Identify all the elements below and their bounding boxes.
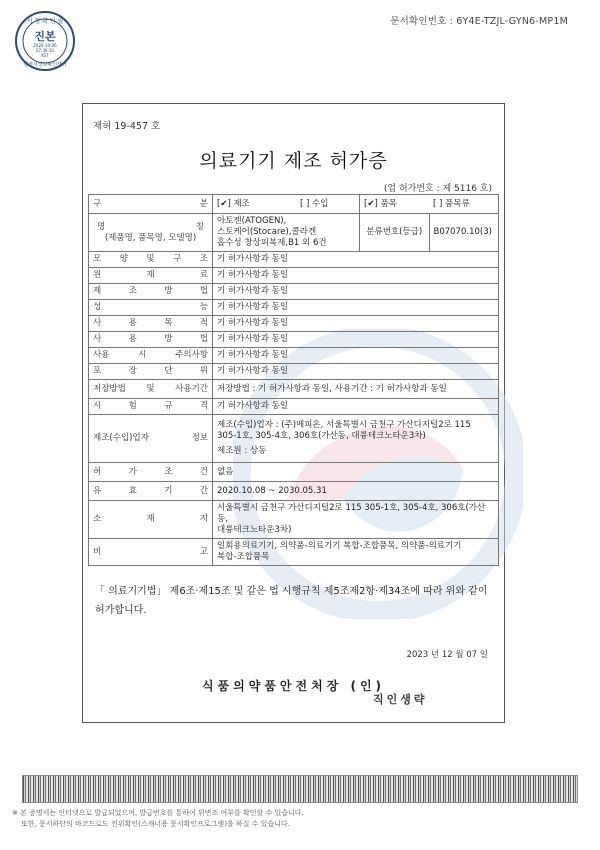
seal-omitted-text: 직인생략 [373, 693, 428, 706]
seal-ring-text: 시 청 확 인 필 [26, 18, 64, 25]
table-row-usage [89, 332, 499, 348]
table-row-validity [89, 482, 499, 501]
table-row-test [89, 399, 499, 415]
label-package: 포 장 단 위 [89, 364, 213, 380]
table-row-performance [89, 300, 499, 316]
product-name-value: 아토젠(ATOGEN), 스토케어(Stocare),콜라겐 흡수성 창상피복재,B1 외 6건 [213, 214, 360, 252]
seal-time: 07:36:10 [36, 48, 54, 53]
validity-value: 2020.10.08 ~ 2030.05.31 [213, 482, 499, 501]
location-value: 서울특별시 금천구 가산디지털2로 115 305-1호, 305-4호, 306호(가산동, 대륭테크노타운3차) [213, 501, 499, 539]
label-storage: 저장방법 및 사용기간 [89, 380, 213, 399]
label-name-line2: (제품명, 품목명, 모델명) [104, 232, 197, 243]
table-row-package [89, 364, 499, 380]
footer-line1: ※ 본 증명서는 인터넷으로 발급되었으며, 발급번호를 통하여 위변조 여부를 확인할 수 있습니다. [12, 809, 304, 817]
maker-line3: 제조원 : 상동 [217, 446, 267, 456]
manufacture-checkbox: [✔] 제조 [213, 195, 297, 214]
package-value: 기 허가사항과 동일 [213, 364, 499, 380]
table-row-name [89, 214, 499, 252]
maker-line2: 305-1호, 305-4호, 306호(가산동, 대륭테크노타운3차) [217, 431, 426, 441]
item-checkbox: [✔] 품목 [360, 195, 430, 214]
itemgroup-checkbox: [ ] 품목류 [429, 195, 499, 214]
table-row-remarks [89, 539, 499, 566]
issue-date: 2023 년 12 월 07 일 [406, 650, 488, 660]
label-location: 소 재 지 [89, 501, 213, 539]
permit-number: 제허 19-457 호 [93, 121, 161, 132]
footer-line2: 또한, 문서하단의 바코드로도 진위확인(스캐너용 문서확인프로그램)을 하실 수 있습니다. [21, 820, 290, 828]
label-maker: 제조(수입)업자 정보 [89, 415, 213, 463]
label-material: 원 재 료 [89, 268, 213, 284]
label-purpose: 사 용 목 적 [89, 316, 213, 332]
authenticity-seal-icon [14, 10, 76, 72]
performance-value: 기 허가사항과 동일 [213, 300, 499, 316]
label-method: 제 조 방 법 [89, 284, 213, 300]
table-row-condition [89, 463, 499, 482]
seal-code: KST [41, 53, 49, 58]
seal-org: 행정시정보확인센터 [23, 62, 67, 68]
label-condition: 허 가 조 건 [89, 463, 213, 482]
label-remarks: 비 고 [89, 539, 213, 566]
table-row-shape [89, 252, 499, 268]
label-validity: 유 효 기 간 [89, 482, 213, 501]
purpose-value: 기 허가사항과 동일 [213, 316, 499, 332]
permit-table [88, 194, 499, 566]
label-shape: 모 양 및 구 조 [89, 252, 213, 268]
table-row-caution [89, 348, 499, 364]
table-row-storage [89, 380, 499, 399]
label-caution: 사용 시 주의사항 [89, 348, 213, 364]
test-value: 기 허가사항과 동일 [213, 399, 499, 415]
seal-date: 2020-10-06 [33, 43, 57, 48]
table-row-purpose [89, 316, 499, 332]
material-value: 기 허가사항과 동일 [213, 268, 499, 284]
label-category: 구 분 [89, 195, 213, 214]
maker-line1: 제조(수입)업자 : (주)메피온, 서울특별시 금천구 가산디지털2로 115 [217, 420, 471, 430]
table-row-method [89, 284, 499, 300]
label-test: 시 험 규 격 [89, 399, 213, 415]
shape-value: 기 허가사항과 동일 [213, 252, 499, 268]
label-classification: 분류번호(등급) [360, 214, 430, 252]
storage-value: 저장방법 : 기 허가사항과 동일, 사용기간 : 기 허가사항과 동일 [213, 380, 499, 399]
classification-value: B07070.10(3) [429, 214, 499, 252]
label-name [89, 214, 213, 252]
label-usage: 사 용 방 법 [89, 332, 213, 348]
table-row-location [89, 501, 499, 539]
import-checkbox: [ ] 수입 [296, 195, 360, 214]
label-name-line1: 명 칭 [97, 221, 204, 232]
footer-notice [12, 808, 304, 830]
table-row-category [89, 195, 499, 214]
remarks-value: 일회용의료기기, 의약품-의료기기 복합-조합품목, 의약품-의료기기 복합-조합품목 [213, 539, 499, 566]
table-row-maker [89, 415, 499, 463]
method-value: 기 허가사항과 동일 [213, 284, 499, 300]
verification-barcode [22, 775, 578, 803]
issuer-name: 식품의약품안전처장 (인) [201, 679, 386, 693]
caution-value: 기 허가사항과 동일 [213, 348, 499, 364]
document-confirmation-number: 문서확인번호 : 6Y4E-TZJL-GYN6-MP1M [390, 16, 568, 27]
usage-value: 기 허가사항과 동일 [213, 332, 499, 348]
table-row-material [89, 268, 499, 284]
legal-basis-text: 「 의료기기법」 제6조·제15조 및 같은 법 시행규칙 제5조제2항·제34조에 따라 위와 같이 허가합니다. [95, 586, 488, 616]
label-performance: 성 능 [89, 300, 213, 316]
page-title: 의료기기 제조 허가증 [199, 150, 388, 172]
permit-certificate [82, 103, 505, 723]
maker-value [213, 415, 499, 463]
business-permit-number: (업 허가번호 : 제 5116 호) [383, 184, 492, 194]
condition-value: 없음 [213, 463, 499, 482]
seal-main-text: 진본 [34, 30, 56, 43]
